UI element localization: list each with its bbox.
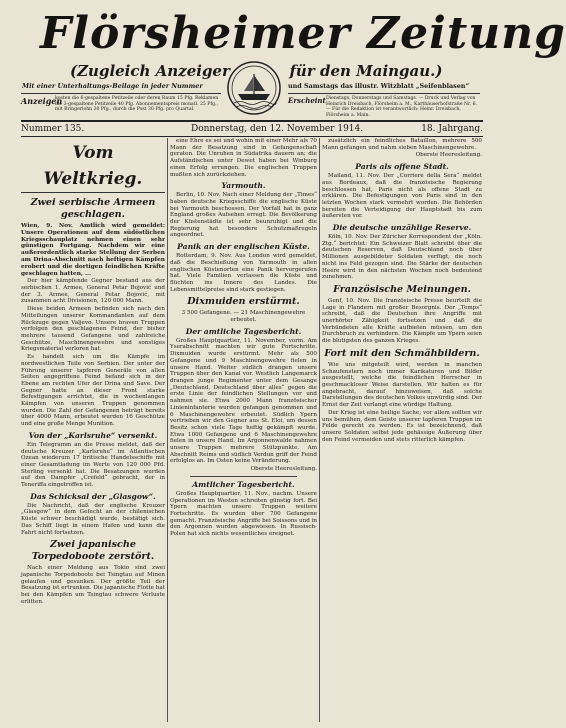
article-paragraph: Wie uns mitgeteilt wird, werden in manchen Schaufenstern noch immer Karikaturen und Bilder ausgestellt, welche die feindlichen Herrscher in geschmackloser Weise darstellen. Wir halten es für angebracht, darauf hinzuweisen, daß solche Darstellungen des deutschen Volkes unwürdig sind. Der Ernst der Zeit verlangt eine würdige Haltung. [322,361,482,409]
issue-jahrgang: 18. Jahrgang. [421,124,483,134]
article-headline: Paris als offene Stadt. [355,162,449,172]
article-signature: Oberste Heeresleitung. [250,466,317,473]
article-headline: Der amtliche Tagesbericht. [185,326,302,336]
article-headline: Das Schicksal der „Glasgow“. [30,491,156,501]
issue-number: Nummer 135. [21,124,85,134]
article-paragraph: Es handelt sich um die Kämpfe im nordwestlichen Teile von Serbien. Der unter der Führung unserer tapferen Generäle von allen Seiten angegriffene Feind befand sich in der Ebene am rechten Ufer der Drina und Save. Der Gegner hatte an dieser Front starke Befestigungen errichtet, die in wochenlangen Kämpfen von unseren Truppen genommen wurden. Die Zahl der Gefangenen beträgt bereits über 4000 Mann, erbeutet wurden 16 Geschütze und eine große Menge Munition. [21,354,165,428]
article-paragraph: Nach einer Meldung aus Tokio sind zwei japanische Torpedoboote bei Tsingtau auf Minen gelaufen und gesunken. Der größte Teil der Besatzung ist ertrunken. Die japanische Flotte hat bei den Kämpfen um Tsingtau schwere Verluste erlitten. [21,565,165,605]
article-headline: Dixmuiden erstürmt. [187,296,300,308]
article-paragraph: Köln, 10. Nov. Der Züricher Korrespondent der „Köln. Ztg.“ berichtet: Ein Schweizer Blatt schreibt über die deutschen Reserven, daß Deutschland noch über Millionen ausgebildeter Soldaten verfügt, die noch nicht ins Feld gezogen sind. Die Stärke der deutschen Heere wird in den nächsten Wochen noch bedeutend zunehmen. [322,234,482,281]
erscheinung-text: Dienstags, Donnerstags und Samstags. — Druck und Verlag von Heinrich Dreisbach, Flörsheim a. M., Karthäuserhofstraße Nr. 6. — Für die Redaktion ist verantwortlich: Heinr. Dreisbach, Flörsheim a. Main. [326,96,478,118]
issue-date: Donnerstag, den 12. November 1914. [191,124,364,134]
main-headline: Vom Weltkrieg. [21,140,165,193]
article-paragraph: Der Krieg ist eine heilige Sache; vor allem sollten wir uns bemühen, dem Geiste unserer tapferen Truppen im Felde gerecht zu werden. Es ist bezeichnend, daß unsere Soldaten selbst jede gehässige Äußerung über den Feind vermeiden und stets ritterlich kämpfen. [322,409,482,443]
article-paragraph: Der hier kämpfende Gegner bestand aus der serbischen 1. Armee, General Petar Bojović und der 3. Armee, General Petar Bojović, mit zusammen acht Divisionen, 120 000 Mann. [21,278,165,305]
article-paragraph: Diese beiden Armeen befinden sich nach den Mitteilungen unserer Kommandanten auf dem Rückzuge gegen Valjevo. Unsere braven Truppen verfolgen den geschlagenen Feind, der bisher mehrere tausend Gefangene und zahlreiche Geschütze, Maschinengewehre und sonstiges Kriegsmaterial verloren hat. [21,306,165,353]
article-headline: Zwei japanische Torpedoboote zerstört. [31,539,155,563]
anzeigen-text: kosten die 6-gespaltene Petitzeile oder deren Raum 15 Pfg. Reklamen die 3-gespaltene Petitzeile 40 Pfg. Abonnementspreis monatl. 25 Pfg., mit Bringerlohn 30 Pfg., durch die Post 30 Pfg. pro Quartal. [55,96,219,113]
masthead-subtitle-right: für den Maingau.) [289,62,443,80]
article-paragraph: Berlin, 10. Nov. Nach einer Meldung der „Times“ haben deutsche Kriegsschiffe die englische Küste bei Yarmouth beschossen. Der Vorfall hat in ganz England großes Aufsehen erregt. Die Bevölkerung der Küstenstädte ist sehr beunruhigt und die Regierung hat besondere Schutzmaßregeln angeordnet. [170,192,317,239]
article-paragraph: Genf, 10. Nov. Die französische Presse beurteilt die Lage in Flandern mit großer Besorgnis. Der „Temps“ schreibt, daß die Deutschen ihre Angriffe mit unerhörter Zähigkeit fortsetzen und daß die Verbündeten alle Kräfte aufbieten müssen, um den Durchbruch zu verhindern. Die Kämpfe um Ypern seien die blutigsten des ganzen Krieges. [322,297,482,345]
anzeigen-label: Anzeigen [21,96,63,106]
masthead-subtitle-left: (Zugleich Anzeiger [70,62,230,80]
article-headline: Yarmouth. [221,181,266,191]
article-paragraph: zusätzlich ein feindliches Bataillon, mehrere 500 Mann gefangen und nahm sieben Maschinengewehre. [322,138,482,151]
article-paragraph: Großes Hauptquartier, 11. Nov., nachm. Unsere Operationen im Westen schreiten günstig fort. Bei Ypern machten unsere Truppen weitere Fortschritte. Es wurden über 700 Gefangene gemacht. Französische Angriffe bei Soissons und in den Argonnen wurden abgewiesen. In Russisch-Polen hat sich nichts wesentliches ereignet. [170,490,317,538]
article-headline: Die deutsche unzählige Reserve. [332,223,472,233]
dateline [21,120,483,137]
article-headline: Französische Meinungen. [333,283,471,295]
beilage-note-left: Mit einer Unterhaltungs-Beilage in jeder Nummer [22,82,203,90]
divider [190,476,297,477]
erscheinung-label: Erscheint [288,96,326,105]
column-3 [322,138,482,724]
article-signature: Oberste Heeresleitung. [415,152,482,159]
column-2 [170,138,317,724]
ship-emblem-icon [226,60,282,116]
article-paragraph: Großes Hauptquartier, 11. November, vorm. Am Yserabschnitt machten wir gute Fortschritte. Dixmuiden wurde erstürmt. Mehr als 500 Gefangene und 9 Maschinengewehre fielen in unsere Hand. Weiter südlich drangen unsere Truppen über den Kanal vor. Westlich Langemarck drangen junge Regimenter unter dem Gesange „Deutschland, Deutschland über alles“ gegen die erste Linie der feindlichen Stellungen vor und nahmen sie. Etwa 2000 Mann französischer Linieninfanterie wurden gefangen genommen und 6 Maschinengewehre erbeutet. Südlich Ypern vertrieben wir den Gegner aus St. Eloi, um dessen Besitz schon viele Tage heftig gekämpft wurde. Etwa 1000 Gefangene und 6 Maschinengewehre fielen in unsere Hand. Im Argonnenwalde nahmen unsere Truppen mehrere Stützpunkte. Am Abschnitt Reims und südlich Verdun griff der Feind erfolglos an. Im Osten keine Veränderung. [170,337,317,465]
article-paragraph: Rotterdam, 9. Nov. Aus London wird gemeldet, daß die Beschießung von Yarmouth in allen englischen Küstenorten eine Panik hervorgerufen hat. Viele Familien verlassen die Küste und flüchten ins Innere des Landes. Die Lebensmittelpreise sind stark gestiegen. [170,253,317,293]
article-headline: Von der „Karlsruhe“ versenkt. [28,430,158,440]
article-paragraph: Mailand, 11. Nov. Der „Corriere della Sera“ meldet aus Bordeaux, daß die französische Regierung beschlossen hat, Paris nicht als offene Stadt zu erklären. Die Befestigungen von Paris sind in den letzten Wochen stark vermehrt worden. Die Behörden bereiten die Verteidigung der Hauptstadt bis zum äußersten vor. [322,173,482,220]
article-lead: Wien, 9. Nov. Amtlich wird gemeldet: Unsere Operationen auf dem südöstlichen Kriegsschauplatz nehmen einen sehr günstigen Fortgang. Nachdem wir eine außerordentlich starke Stellung der Serben am Drina-Abschnitt nach heftigen Kämpfen erobert und die dortigen feindlichen Kräfte geschlagen hatten, ... [21,223,165,277]
article-paragraph: Die Nachricht, daß der englische Kreuzer „Glasgow“ in dem Gefecht an der chilenischen Küste schwer beschädigt wurde, bestätigt sich. Das Schiff liegt in einem Hafen und kann die Fahrt nicht fortsetzen. [21,502,165,536]
beilage-note-right: und Samstags das illustr. Witzblatt „Seifenblasen“ [288,82,470,90]
article-headline: Fort mit den Schmähbildern. [324,347,480,359]
anzeigen-box [21,93,221,118]
erscheinung-box [288,93,480,118]
column-divider [167,138,168,722]
article-paragraph: Ein Telegramm an die Presse meldet, daß der deutsche Kreuzer „Karlsruhe“ im Atlantischen Ozean wiederum 17 britische Handelsschiffe mit einer Gesamtladung im Werte von 120 000 Pfd. Sterling versenkt hat. Die Besatzungen wurden auf den Dampfer „Crefeld“ gebracht, der in Teneriffa eingetroffen ist. [21,441,165,489]
column-1 [21,138,165,724]
article-headline: Panik an der englischen Küste. [177,242,310,252]
article-subhead: 3 500 Gefangene. — 21 Maschinengewehre erbeutet. [181,310,306,324]
column-divider [319,138,320,722]
masthead-title: Flörsheimer Zeitung [40,8,566,59]
article-paragraph: eine Ehre es sei und wohin mit einer Mehr als 70 Mann der Besatzung sind in Gefangenschaft geraten. Die Unruhen in Südafrika dauern an; die Aufständischen unter Dewet haben bei Winburg einen Erfolg errungen. Die englischen Truppen mußten sich zurückziehen. [170,138,317,178]
article-headline: Amtlicher Tagesbericht. [192,479,295,489]
article-headline: Zwei serbische Armeen geschlagen. [30,197,156,220]
